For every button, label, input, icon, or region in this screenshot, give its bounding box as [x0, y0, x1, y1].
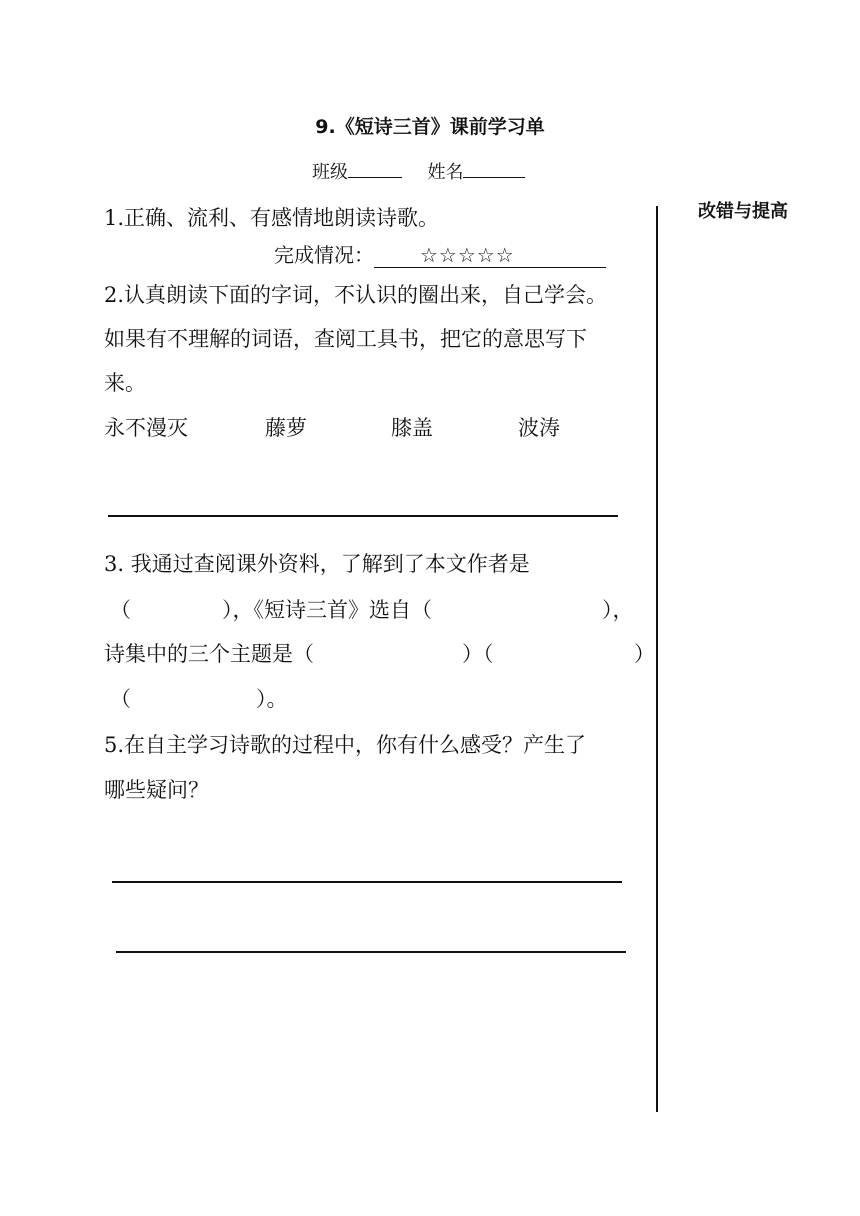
word-item: 藤萝 — [265, 416, 307, 440]
word-item: 永不漫灭 — [104, 416, 188, 440]
q3-theme1-close: ）（ — [462, 642, 494, 666]
q3-source-text: ），《短诗三首》选自（ — [222, 598, 432, 622]
class-blank[interactable] — [348, 159, 402, 178]
q3-line1: 3. 我通过查阅课外资料，了解到了本文作者是 — [104, 552, 530, 576]
name-blank[interactable] — [463, 159, 525, 178]
q3-theme2-close: ） — [634, 642, 655, 666]
q3-themes-text: 诗集中的三个主题是（ — [104, 642, 314, 666]
word-item: 波涛 — [518, 416, 560, 440]
sidebar-title: 改错与提高 — [698, 201, 788, 222]
q2-answer-line[interactable] — [108, 515, 618, 517]
q5-answer-line-1[interactable] — [112, 881, 622, 883]
q3-theme3-close: ）。 — [256, 687, 288, 711]
q3-author-open: （ — [110, 598, 131, 622]
q3-source-close: ）， — [602, 598, 634, 622]
sidebar-divider — [656, 206, 658, 1112]
q1-text: 1.正确、流利、有感情地朗读诗歌。 — [104, 206, 440, 230]
q2-line2: 如果有不理解的词语，查阅工具书，把它的意思写下 — [104, 327, 587, 351]
class-label: 班级 — [312, 162, 348, 183]
q2-line1: 2.认真朗读下面的字词，不认识的圈出来，自己学会。 — [104, 283, 608, 307]
status-label: 完成情况： — [274, 243, 374, 267]
student-info — [312, 158, 525, 184]
star-rating[interactable]: ☆☆☆☆☆ — [374, 243, 606, 268]
page-title: 9.《短诗三首》课前学习单 — [315, 116, 545, 138]
q5-line1: 5.在自主学习诗歌的过程中，你有什么感受？产生了 — [104, 733, 587, 757]
q5-line2: 哪些疑问？ — [104, 778, 209, 802]
q3-theme3-open: （ — [110, 687, 131, 711]
q2-line3: 来。 — [104, 371, 146, 395]
name-label: 姓名 — [427, 162, 464, 183]
completion-status — [274, 239, 606, 268]
q5-answer-line-2[interactable] — [116, 951, 626, 953]
word-item: 膝盖 — [391, 416, 433, 440]
